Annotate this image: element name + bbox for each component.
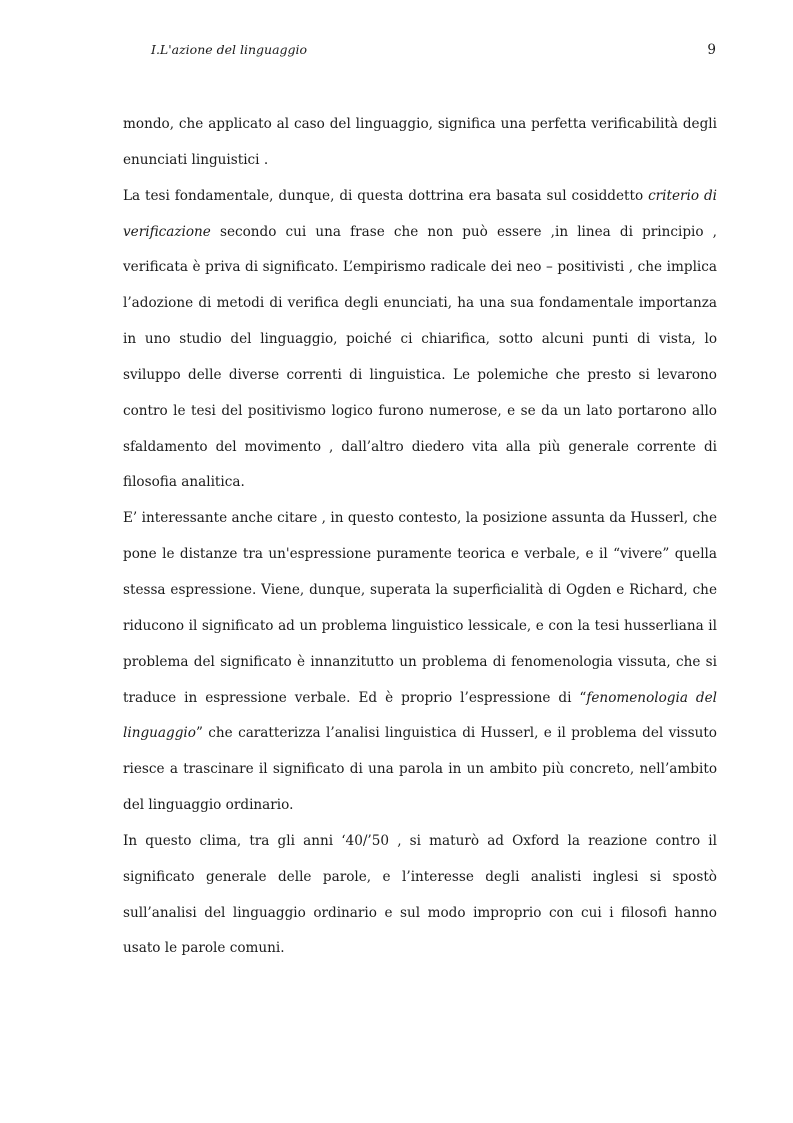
running-header bbox=[151, 42, 716, 62]
paragraph bbox=[123, 107, 717, 179]
paragraph bbox=[123, 179, 717, 502]
text-run: ” che caratterizza l’analisi linguistica di Husserl, e il problema del vissuto riesce a trascinare il significato di una parola in un ambito più concreto, nell’ambito del linguaggio ordinario. bbox=[123, 725, 717, 814]
body-text bbox=[123, 107, 717, 967]
paragraph bbox=[123, 501, 717, 824]
text-run: La tesi fondamentale, dunque, di questa dottrina era basata sul cosiddetto bbox=[123, 187, 649, 204]
text-run: mondo, che applicato al caso del linguaggio, significa una perfetta verificabilità degli enunciati linguistici . bbox=[123, 116, 717, 168]
paragraph bbox=[123, 824, 717, 967]
italic-term: fenomenologia del linguaggio bbox=[123, 689, 718, 742]
text-run: secondo cui una frase che non può essere ,in linea di principio , verificata è priva di significato. L’empirismo radicale dei neo – positivisti , che implica l’adozione di metodi di verifica degli enunciati, ha una sua fondamentale importanza in uno studio del linguaggio, poiché ci chiarifica, sotto alcuni punti di vista, lo sviluppo delle diverse correnti di linguistica. Le polemiche che presto si levarono contro le tesi del positivismo logico furono numerose, e se da un lato portarono allo sfaldamento del movimento , dall’altro diedero vita alla più generale corrente di filosofia analitica. bbox=[123, 223, 717, 491]
italic-term: criterio di verificazione bbox=[123, 187, 718, 240]
text-run: E’ interessante anche citare , in questo contesto, la posizione assunta da Husserl, che pone le distanze tra un'espressione puramente teorica e verbale, e il “vivere” quella stessa espressione. Viene, dunque, superata la superficialità di Ogden e Richard, che riducono il significato ad un problema linguistico lessicale, e con la tesi husserliana il problema del significato è innanzitutto un problema di fenomenologia vissuta, che si traduce in espressione verbale. Ed è proprio l’espressione di “ bbox=[123, 510, 717, 706]
text-run: In questo clima, tra gli anni ‘40/’50 , si maturò ad Oxford la reazione contro il significato generale delle parole, e l’interesse degli analisti inglesi si spostò sull’analisi del linguaggio ordinario e sul modo improprio con cui i filosofi hanno usato le parole comuni. bbox=[123, 832, 717, 957]
chapter-title: I.L'azione del linguaggio bbox=[151, 42, 308, 57]
page-number: 9 bbox=[707, 42, 716, 58]
